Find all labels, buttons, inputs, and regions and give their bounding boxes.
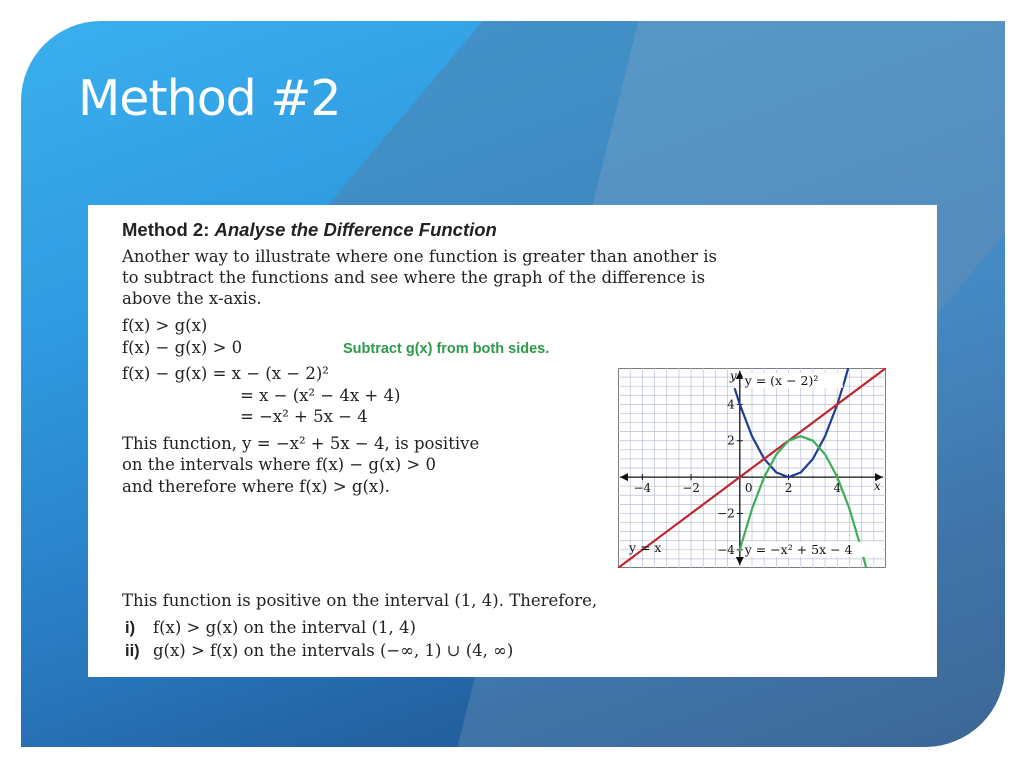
step-line: f(x) − g(x) = x − (x − 2)² [122,364,329,383]
y-tick-label: 2 [727,433,735,448]
result-item [125,617,416,639]
textbook-excerpt-image [88,205,937,677]
result-item [125,640,513,662]
result-label: ii) [125,642,140,660]
method-heading-lead: Method 2: [122,219,210,240]
conclusion-line: and therefore where f(x) > g(x). [122,477,390,496]
series-label: y = −x² + 5x − 4 [744,541,853,557]
x-tick-label: 4 [833,481,842,496]
annotation-note: Subtract g(x) from both sides. [343,341,550,357]
slide-title: Method #2 [78,70,341,127]
method-heading-title: Analyse the Difference Function [214,219,497,240]
series-label: y = x [628,540,662,555]
method-heading [122,219,497,240]
function-graph [618,368,886,568]
y-tick-label: −2 [717,506,735,521]
step-line: = x − (x² − 4x + 4) [240,386,401,405]
result-text: g(x) > f(x) on the intervals (−∞, 1) ∪ (4, ∞) [153,641,514,660]
x-tick-label: −4 [633,481,652,496]
y-tick-label: −4 [717,542,735,557]
conclusion-line: This function, y = −x² + 5x − 4, is positive [122,434,480,453]
step-line: = −x² + 5x − 4 [240,407,368,426]
step-line: f(x) > g(x) [122,316,208,335]
series-label: y = (x − 2)² [744,373,819,388]
result-label: i) [125,619,136,637]
y-tick-label: 4 [727,397,735,412]
textbook-excerpt [88,205,937,677]
y-axis-label: y [729,369,737,383]
step-line: f(x) − g(x) > 0 [122,338,243,357]
intro-line: to subtract the functions and see where the graph of the difference is [122,268,706,287]
x-tick-label: 0 [744,481,753,496]
x-tick-label: −2 [682,481,700,496]
result-text: f(x) > g(x) on the interval (1, 4) [153,618,416,637]
intro-line: Another way to illustrate where one function is greater than another is [122,247,718,266]
conclusion-line: on the intervals where f(x) − g(x) > 0 [122,455,436,474]
result-intro: This function is positive on the interval (1, 4). Therefore, [122,591,598,610]
x-tick-label: 2 [784,481,793,496]
intro-line: above the x-axis. [122,289,262,308]
x-axis-label: x [874,479,881,494]
